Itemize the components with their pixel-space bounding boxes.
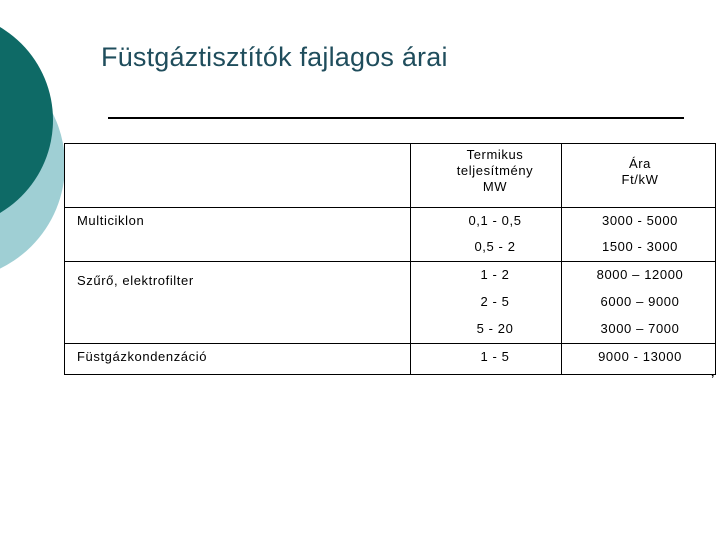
column-divider bbox=[561, 144, 562, 374]
header-capacity bbox=[457, 147, 534, 195]
group-name: Szűrő, elektrofilter bbox=[77, 273, 194, 288]
price-table bbox=[64, 143, 716, 375]
group-name: Füstgázkondenzáció bbox=[77, 349, 208, 364]
header-divider bbox=[65, 207, 715, 208]
title-underline bbox=[108, 117, 684, 119]
capacity-cell: 1 - 2 bbox=[480, 267, 510, 282]
group-name: Multiciklon bbox=[77, 213, 145, 228]
capacity-cell: 2 - 5 bbox=[480, 294, 510, 309]
capacity-cell: 5 - 20 bbox=[476, 321, 514, 336]
price-cell: 1500 - 3000 bbox=[602, 239, 678, 254]
price-cell: 3000 - 5000 bbox=[602, 213, 678, 228]
header-capacity-line: Termikus bbox=[466, 147, 524, 162]
price-cell: 8000 – 12000 bbox=[596, 267, 684, 282]
header-price bbox=[622, 156, 659, 188]
row-divider bbox=[65, 343, 715, 344]
header-capacity-line: teljesítmény bbox=[456, 163, 534, 178]
header-capacity-line: MW bbox=[482, 179, 508, 194]
row-divider bbox=[65, 261, 715, 262]
capacity-cell: 0,5 - 2 bbox=[474, 239, 516, 254]
capacity-cell: 1 - 5 bbox=[480, 349, 510, 364]
capacity-cell: 0,1 - 0,5 bbox=[468, 213, 522, 228]
price-cell: 3000 – 7000 bbox=[600, 321, 680, 336]
price-cell: 9000 - 13000 bbox=[598, 349, 682, 364]
header-price-line: Ára bbox=[628, 156, 652, 171]
price-cell: 6000 – 9000 bbox=[600, 294, 680, 309]
header-price-line: Ft/kW bbox=[621, 172, 659, 187]
column-divider bbox=[410, 144, 411, 374]
trailing-mark: , bbox=[711, 365, 715, 379]
slide-title: Füstgáztisztítók fajlagos árai bbox=[101, 42, 448, 72]
